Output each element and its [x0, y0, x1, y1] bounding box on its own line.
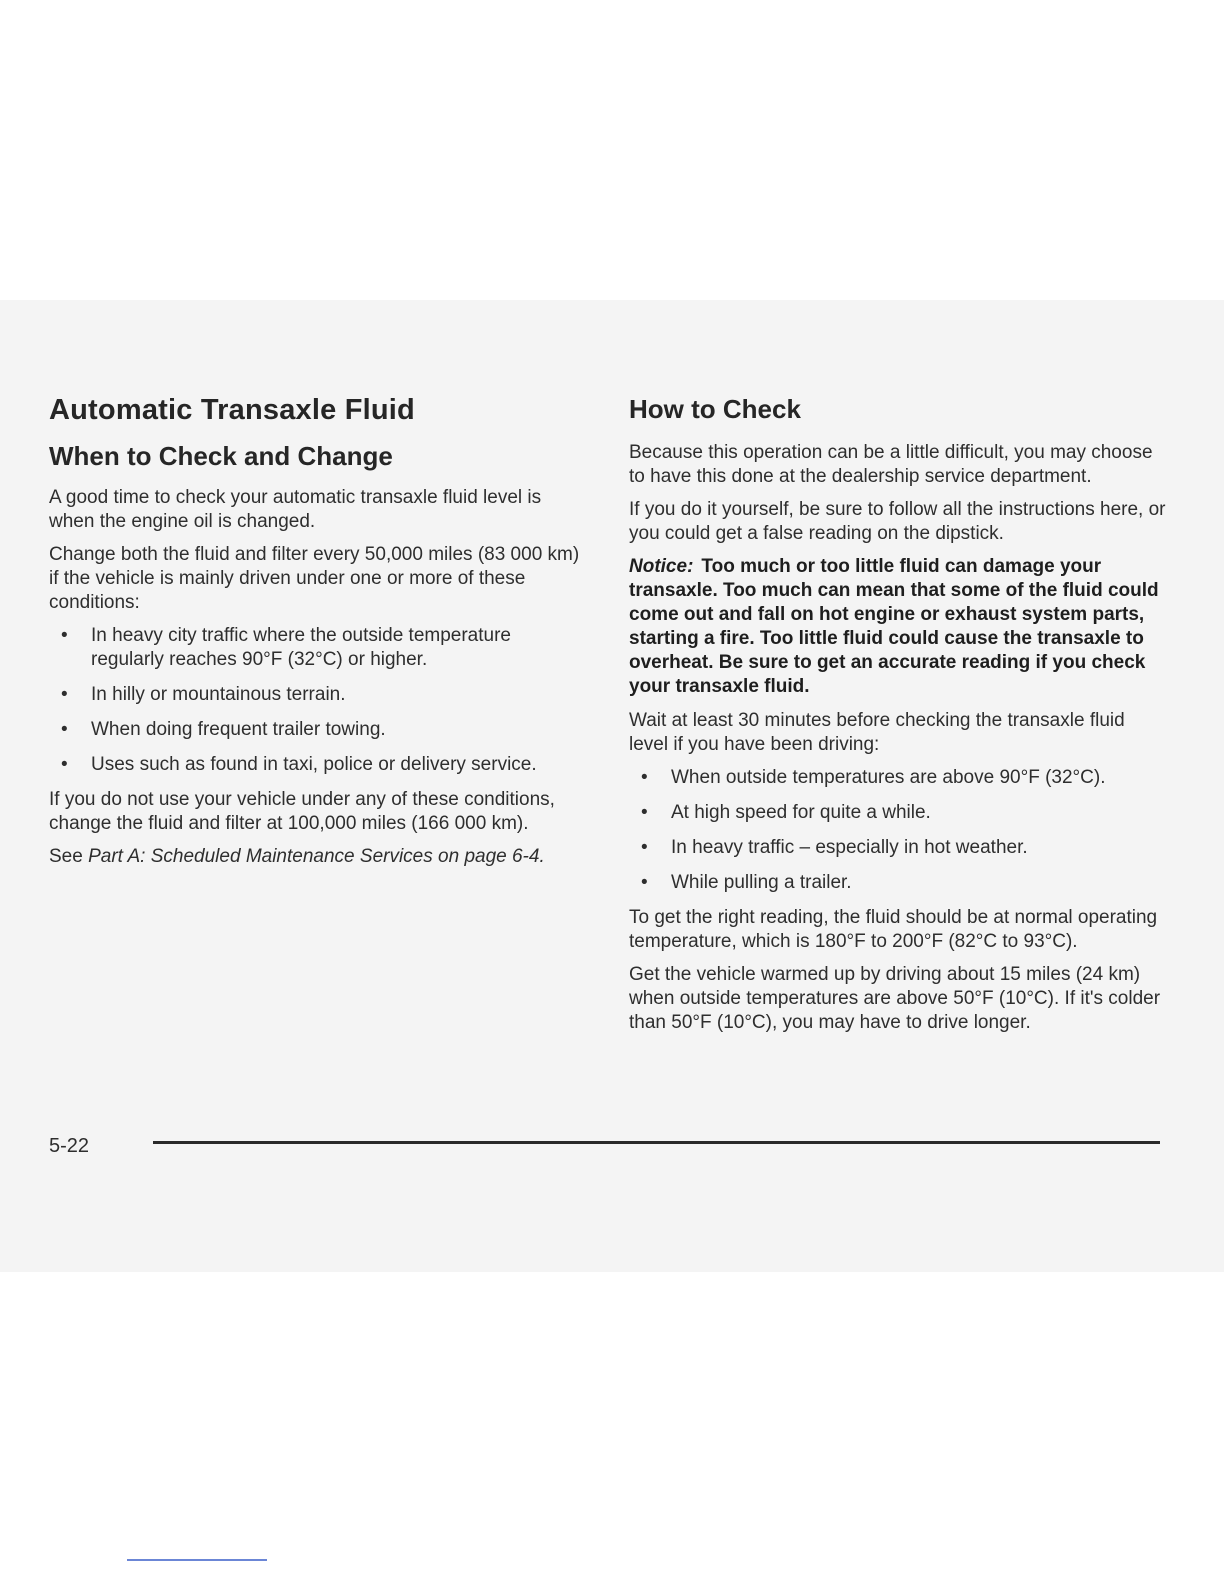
left-column [49, 394, 589, 878]
list-item: • While pulling a trailer. [641, 872, 852, 893]
bullet-icon: • [61, 754, 68, 775]
section-title: Automatic Transaxle Fluid [49, 394, 415, 426]
list-item: • In heavy city traffic where the outside temperature regularly reaches 90°F (32°C) or higher. [61, 625, 511, 670]
paragraph: Because this operation can be a little difficult, you may choose to have this done at the dealership service department. [629, 442, 1153, 487]
list-item: • In heavy traffic – especially in hot weather. [641, 837, 1028, 858]
paragraph: Change both the fluid and filter every 50,000 miles (83 000 km) if the vehicle is mainly driven under one or more of these conditions: [49, 544, 580, 613]
bullet-icon: • [641, 872, 648, 893]
paragraph: A good time to check your automatic transaxle fluid level is when the engine oil is changed. [49, 487, 542, 532]
notice-text: Too much or too little fluid can damage your transaxle. Too much can mean that some of the fluid could come out and fall on hot engine or exhaust system parts, starting a fire. Too little fluid could cause the transaxle to overheat. Be sure to get an accurate reading if you check your transaxle fluid. [629, 556, 1159, 697]
link-underline [127, 1559, 267, 1561]
bullet-list [49, 624, 589, 777]
paragraph: Get the vehicle warmed up by driving about 15 miles (24 km) when outside temperatures are above 50°F (10°C). If it's colder than 50°F (10°C), you may have to drive longer. [629, 964, 1161, 1033]
list-item: • Uses such as found in taxi, police or delivery service. [61, 754, 537, 775]
bullet-icon: • [61, 684, 68, 705]
paragraph: To get the right reading, the fluid should be at normal operating temperature, which is 180°F to 200°F (82°C to 93°C). [629, 907, 1158, 952]
notice-label: Notice: [629, 556, 694, 577]
right-column [629, 394, 1169, 1044]
page-number: 5-22 [49, 1135, 90, 1157]
cross-reference: See Part A: Scheduled Maintenance Services on page 6-4. [49, 846, 545, 867]
list-item: • In hilly or mountainous terrain. [61, 684, 346, 705]
paragraph: If you do it yourself, be sure to follow all the instructions here, or you could get a false reading on the dipstick. [629, 499, 1166, 544]
bullet-icon: • [61, 719, 68, 740]
list-item: • At high speed for quite a while. [641, 802, 931, 823]
paragraph: If you do not use your vehicle under any of these conditions, change the fluid and filter at 100,000 miles (166 000 km). [49, 789, 555, 834]
cross-reference-link[interactable]: Part A: Scheduled Maintenance Services on page 6-4. [88, 846, 545, 867]
paragraph: Wait at least 30 minutes before checking the transaxle fluid level if you have been driving: [629, 710, 1125, 755]
notice-box [629, 555, 1169, 699]
bullet-icon: • [641, 767, 648, 788]
section-title: How to Check [629, 394, 801, 424]
subsection-title: When to Check and Change [49, 441, 393, 471]
bullet-icon: • [641, 802, 648, 823]
list-item: • When doing frequent trailer towing. [61, 719, 386, 740]
footer-divider [153, 1141, 1160, 1144]
bullet-icon: • [641, 837, 648, 858]
list-item: • When outside temperatures are above 90°F (32°C). [641, 767, 1106, 788]
bullet-icon: • [61, 625, 68, 646]
bullet-list [629, 766, 1169, 895]
